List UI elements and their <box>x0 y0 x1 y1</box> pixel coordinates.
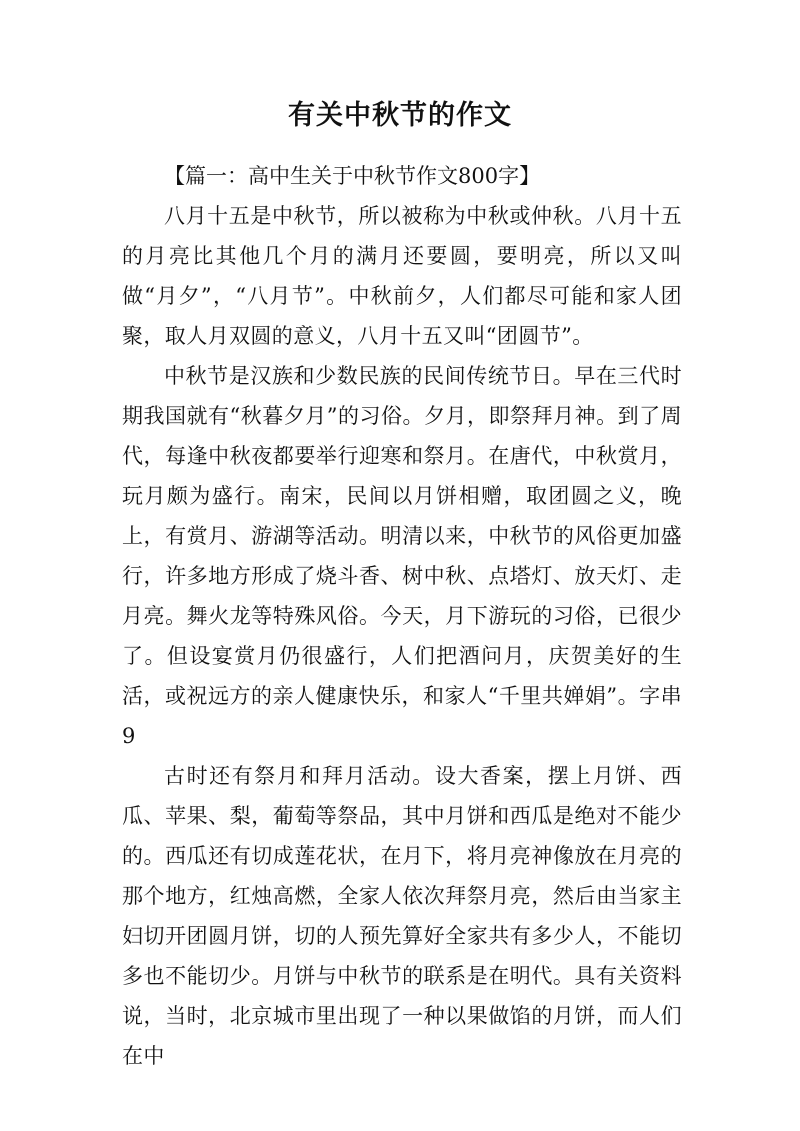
paragraph-2: 中秋节是汉族和少数民族的民间传统节日。早在三代时期我国就有“秋暮夕月”的习俗。夕月，即祭拜月神。到了周代，每逢中秋夜都要举行迎寒和祭月。在唐代，中秋赏月，玩月颇为盛行。南宋，民间以月饼相赠，取团圆之义，晚上，有赏月、游湖等活动。明清以来，中秋节的风俗更加盛行，许多地方形成了烧斗香、树中秋、点塔灯、放天灯、走月亮。舞火龙等特殊风俗。今天，月下游玩的习俗，已很少了。但设宴赏月仍很盛行，人们把酒问月，庆贺美好的生活，或祝远方的亲人健康快乐，和家人“千里共婵娟”。字串9 <box>122 364 682 748</box>
document-title: 有关中秋节的作文 <box>288 100 512 131</box>
paragraph-3: 古时还有祭月和拜月活动。设大香案，摆上月饼、西瓜、苹果、梨，葡萄等祭品，其中月饼和西瓜是绝对不能少的。西瓜还有切成莲花状，在月下，将月亮神像放在月亮的那个地方，红烛高燃，全家人依次拜祭月亮，然后由当家主妇切开团圆月饼，切的人预先算好全家共有多少人，不能切多也不能切少。月饼与中秋节的联系是在明代。具有关资料说，当时，北京城市里出现了一种以果做馅的月饼，而人们在中 <box>122 764 682 1068</box>
paragraph-1: 八月十五是中秋节，所以被称为中秋或仲秋。八月十五的月亮比其他几个月的满月还要圆，要明亮，所以又叫做“月夕”，“八月节”。中秋前夕，人们都尽可能和家人团聚，取人月双圆的意义，八月十五又叫“团圆节”。 <box>122 204 682 348</box>
document-body <box>122 156 682 1076</box>
section-heading: 【篇一：高中生关于中秋节作文800字】 <box>164 164 541 188</box>
